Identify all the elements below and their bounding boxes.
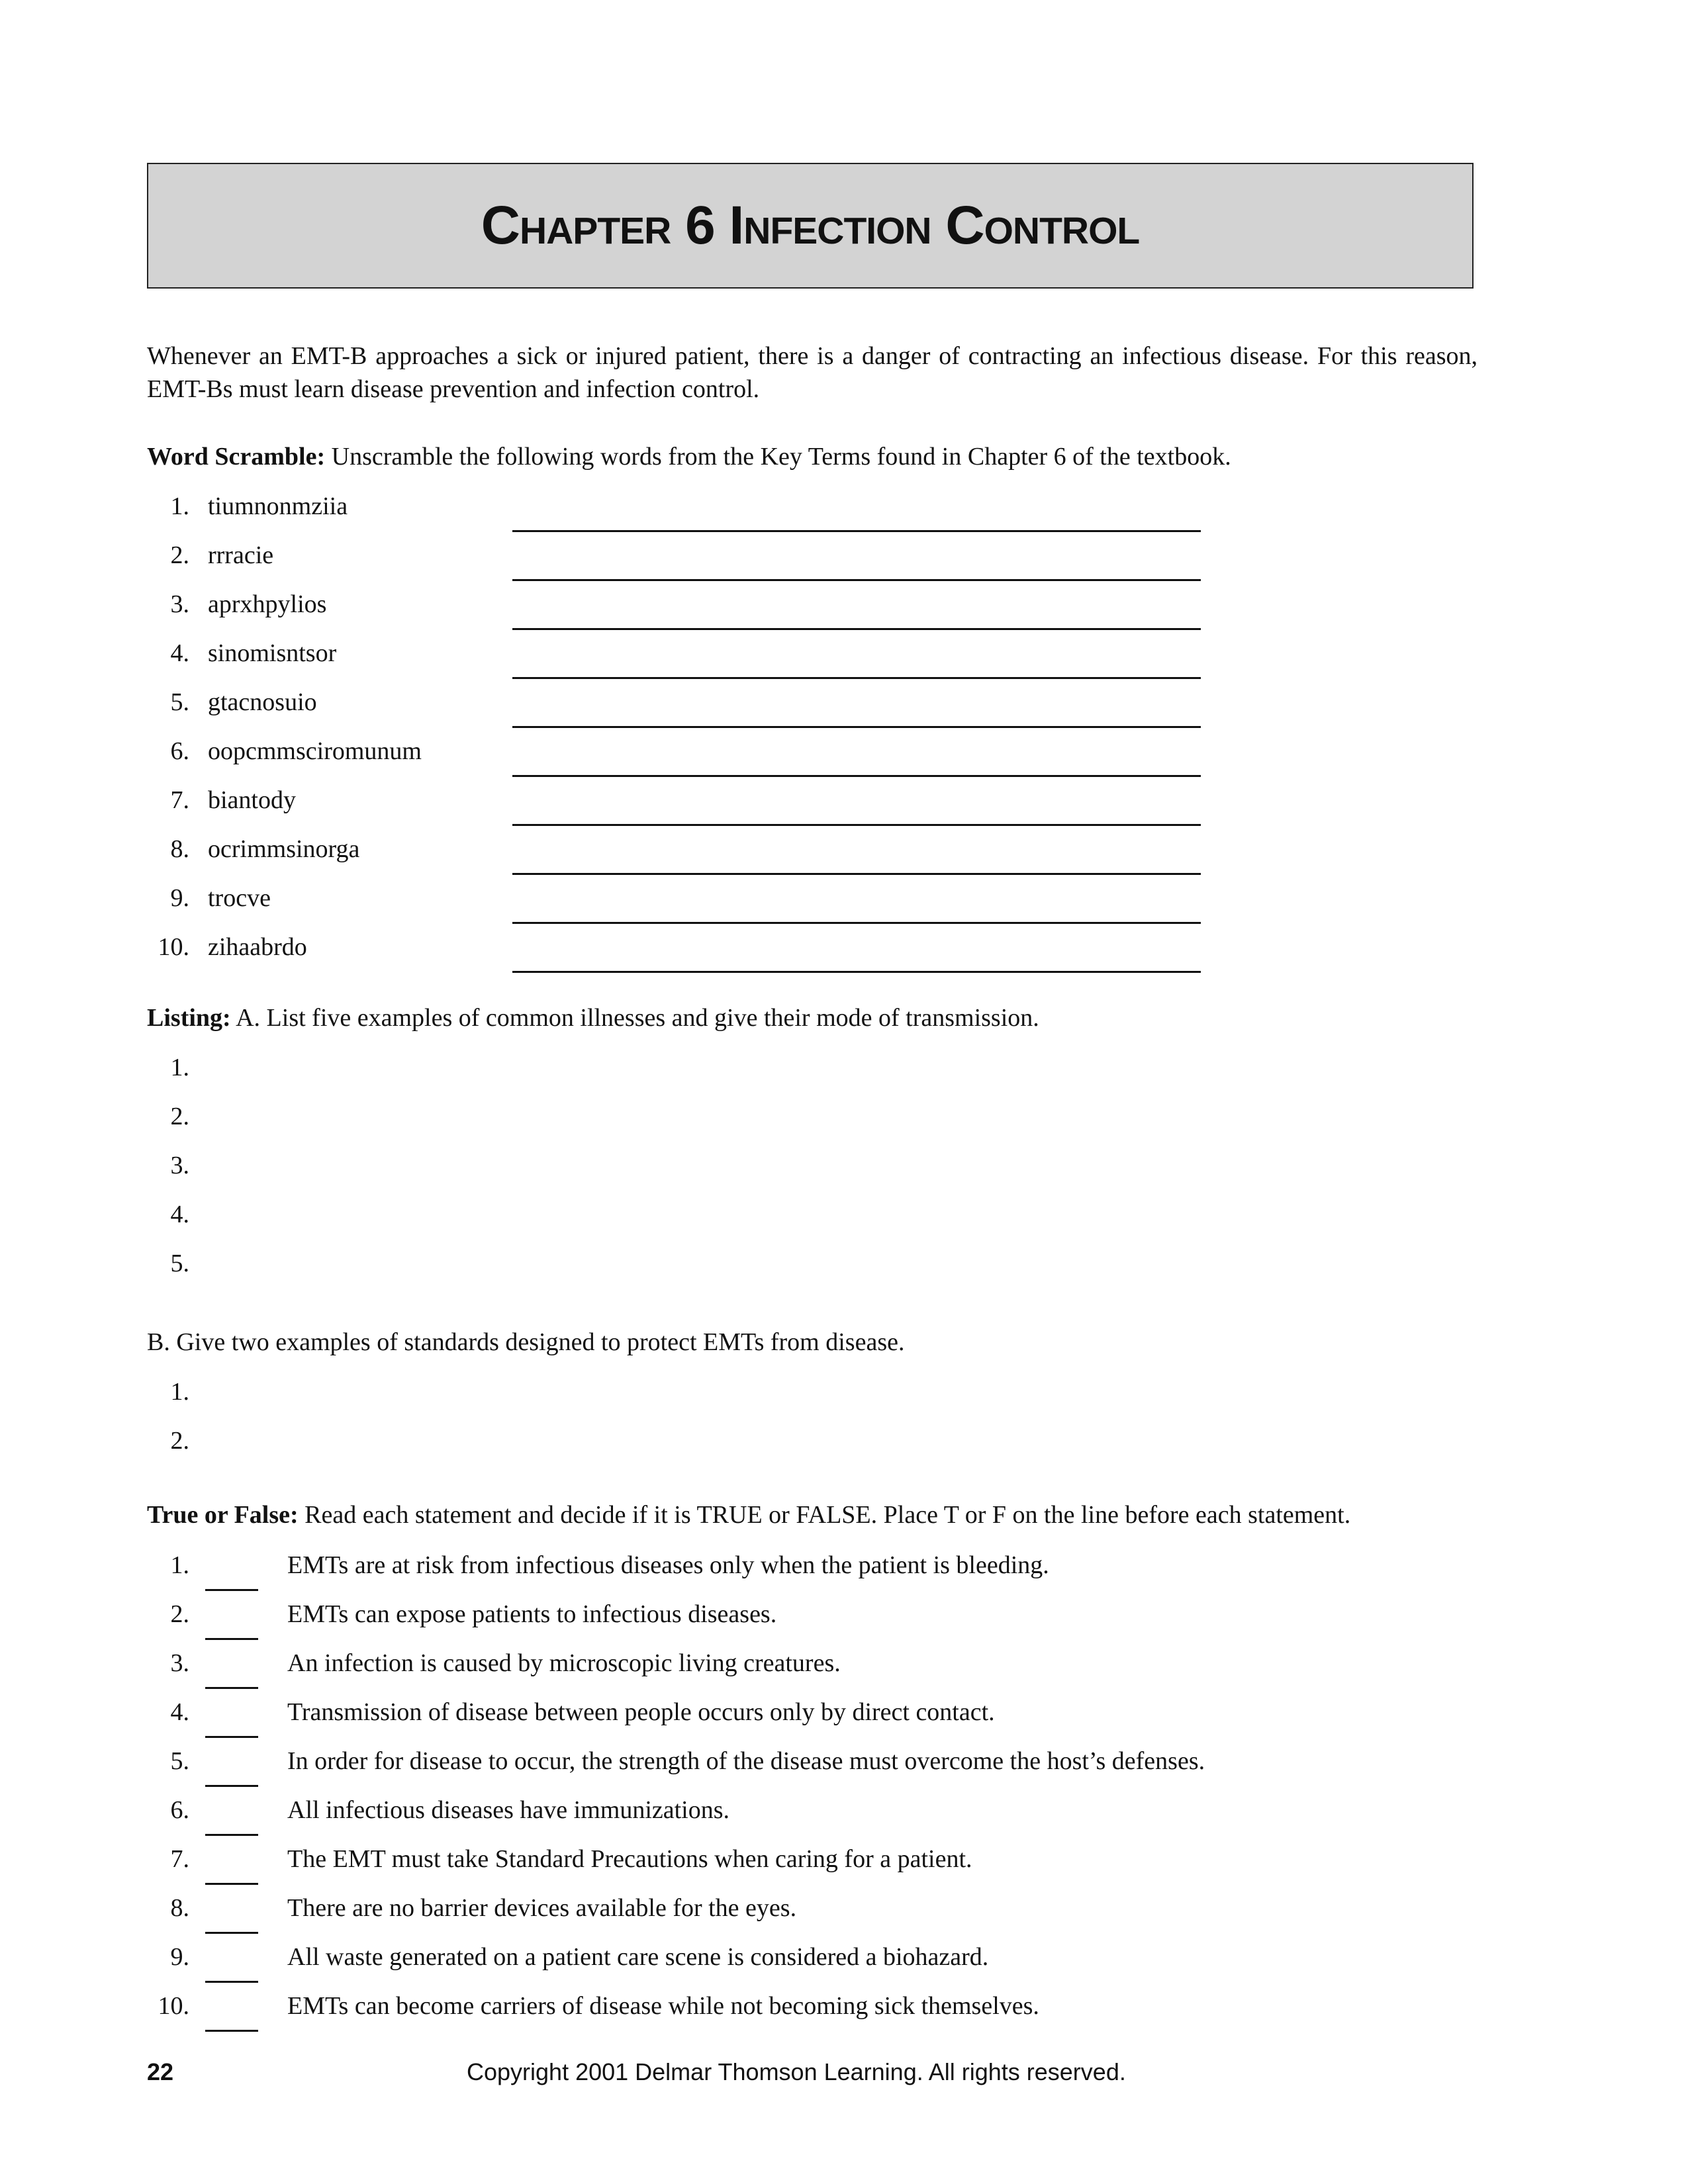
item-number: 6.: [170, 737, 189, 765]
scrambled-word: gtacnosuio: [208, 688, 317, 716]
scramble-item: [147, 490, 1201, 539]
item-number: 10.: [158, 933, 189, 961]
word-scramble-instructions: Unscramble the following words from the Key Terms found in Chapter 6 of the textbook.: [331, 443, 1231, 471]
scrambled-word: zihaabrdo: [208, 933, 307, 961]
true-false-instructions: Read each statement and decide if it is TRUE or FALSE. Place T or F on the line before each statement.: [305, 1501, 1351, 1529]
true-false-item: [147, 1598, 1205, 1647]
true-false-item: [147, 1989, 1205, 2038]
copyright-notice: Copyright 2001 Delmar Thomson Learning. All rights reserved.: [467, 2058, 1126, 2085]
intro-paragraph: Whenever an EMT-B approaches a sick or injured patient, there is a danger of contracting an infectious disease. For this reason, EMT-Bs must learn disease prevention and infection control.: [147, 342, 1477, 403]
item-number: 1.: [170, 1054, 189, 1081]
answer-blank-line[interactable]: [512, 614, 1201, 630]
tf-statement: All waste generated on a patient care scene is considered a biohazard.: [287, 1943, 989, 1971]
item-number: 2.: [170, 541, 189, 569]
word-scramble-list: [147, 490, 1201, 979]
item-number: 1.: [170, 492, 189, 520]
tf-statement: Transmission of disease between people occurs only by direct contact.: [287, 1698, 995, 1726]
true-false-item: [147, 1647, 1205, 1696]
item-number: 6.: [170, 1796, 189, 1824]
true-false-item: [147, 1940, 1205, 1989]
listing-a-item: [147, 1198, 189, 1247]
item-number: 7.: [170, 786, 189, 814]
answer-blank-line[interactable]: [512, 516, 1201, 532]
tf-answer-blank[interactable]: [205, 2015, 258, 2032]
word-scramble-label: Word Scramble:: [147, 443, 326, 471]
answer-blank-line[interactable]: [512, 760, 1201, 777]
item-number: 2.: [170, 1600, 189, 1628]
listing-part-a-list: [147, 1051, 189, 1296]
item-number: 4.: [170, 639, 189, 667]
true-false-item: [147, 1549, 1205, 1598]
scrambled-word: rrracie: [208, 541, 274, 569]
item-number: 8.: [170, 835, 189, 863]
true-false-label: True or False:: [147, 1501, 299, 1529]
listing-label: Listing:: [147, 1004, 231, 1032]
answer-blank-line[interactable]: [512, 711, 1201, 728]
scrambled-word: trocve: [208, 884, 271, 912]
answer-blank-line[interactable]: [512, 907, 1201, 924]
item-number: 5.: [170, 1250, 189, 1277]
listing-a-item: [147, 1100, 189, 1149]
item-number: 1.: [170, 1378, 189, 1406]
tf-answer-blank[interactable]: [205, 1819, 258, 1836]
listing-a-item: [147, 1149, 189, 1198]
scramble-item: [147, 882, 1201, 931]
item-number: 9.: [170, 884, 189, 912]
true-false-item: [147, 1745, 1205, 1794]
listing-part-b-list: [147, 1375, 189, 1473]
tf-answer-blank[interactable]: [205, 1672, 258, 1689]
tf-statement: EMTs can become carriers of disease while not becoming sick themselves.: [287, 1992, 1039, 2020]
listing-part-a: A. List five examples of common illnesses and give their mode of transmission.: [236, 1004, 1039, 1032]
listing-a-item: [147, 1051, 189, 1100]
scramble-item: [147, 735, 1201, 784]
scramble-item: [147, 931, 1201, 979]
item-number: 4.: [170, 1698, 189, 1726]
listing-a-item: [147, 1247, 189, 1296]
tf-statement: There are no barrier devices available for the eyes.: [287, 1894, 797, 1922]
true-false-item: [147, 1891, 1205, 1940]
tf-statement: The EMT must take Standard Precautions when caring for a patient.: [287, 1845, 972, 1873]
scrambled-word: tiumnonmziia: [208, 492, 348, 520]
tf-statement: EMTs are at risk from infectious diseases only when the patient is bleeding.: [287, 1551, 1049, 1579]
scramble-item: [147, 784, 1201, 833]
tf-answer-blank[interactable]: [205, 1623, 258, 1640]
listing-part-b: B. Give two examples of standards designed to protect EMTs from disease.: [147, 1328, 905, 1356]
item-number: 3.: [170, 590, 189, 618]
tf-statement: An infection is caused by microscopic living creatures.: [287, 1649, 841, 1677]
true-false-item: [147, 1794, 1205, 1843]
listing-b-item: [147, 1424, 189, 1473]
scramble-item: [147, 637, 1201, 686]
answer-blank-line[interactable]: [512, 565, 1201, 581]
scramble-item: [147, 539, 1201, 588]
tf-answer-blank[interactable]: [205, 1721, 258, 1738]
item-number: 10.: [158, 1992, 189, 2020]
scrambled-word: biantody: [208, 786, 296, 814]
listing-b-item: [147, 1375, 189, 1424]
answer-blank-line[interactable]: [512, 956, 1201, 973]
item-number: 1.: [170, 1551, 189, 1579]
item-number: 4.: [170, 1201, 189, 1228]
true-false-list: [147, 1549, 1205, 2038]
item-number: 5.: [170, 688, 189, 716]
tf-answer-blank[interactable]: [205, 1868, 258, 1885]
tf-answer-blank[interactable]: [205, 1574, 258, 1591]
page-number: 22: [147, 2058, 174, 2085]
listing-heading: [147, 1001, 1537, 1034]
item-number: 9.: [170, 1943, 189, 1971]
tf-answer-blank[interactable]: [205, 1770, 258, 1787]
chapter-title-box: [147, 163, 1474, 289]
scramble-item: [147, 588, 1201, 637]
true-false-item: [147, 1696, 1205, 1745]
item-number: 5.: [170, 1747, 189, 1775]
answer-blank-line[interactable]: [512, 858, 1201, 875]
chapter-title: Chapter 6 Infection Control: [481, 195, 1140, 255]
scrambled-word: oopcmmsciromunum: [208, 737, 422, 765]
scrambled-word: aprxhpylios: [208, 590, 327, 618]
scrambled-word: sinomisntsor: [208, 639, 337, 667]
tf-statement: In order for disease to occur, the strength of the disease must overcome the host’s defenses.: [287, 1747, 1205, 1775]
tf-answer-blank[interactable]: [205, 1917, 258, 1934]
answer-blank-line[interactable]: [512, 662, 1201, 679]
tf-statement: EMTs can expose patients to infectious diseases.: [287, 1600, 777, 1628]
item-number: 2.: [170, 1103, 189, 1130]
answer-blank-line[interactable]: [512, 809, 1201, 826]
tf-answer-blank[interactable]: [205, 1966, 258, 1983]
true-false-heading: [147, 1498, 1537, 1531]
item-number: 3.: [170, 1152, 189, 1179]
scrambled-word: ocrimmsinorga: [208, 835, 360, 863]
item-number: 2.: [170, 1427, 189, 1455]
item-number: 8.: [170, 1894, 189, 1922]
scramble-item: [147, 833, 1201, 882]
scramble-item: [147, 686, 1201, 735]
true-false-item: [147, 1843, 1205, 1891]
item-number: 7.: [170, 1845, 189, 1873]
item-number: 3.: [170, 1649, 189, 1677]
word-scramble-heading: [147, 440, 1537, 473]
tf-statement: All infectious diseases have immunizations.: [287, 1796, 730, 1824]
